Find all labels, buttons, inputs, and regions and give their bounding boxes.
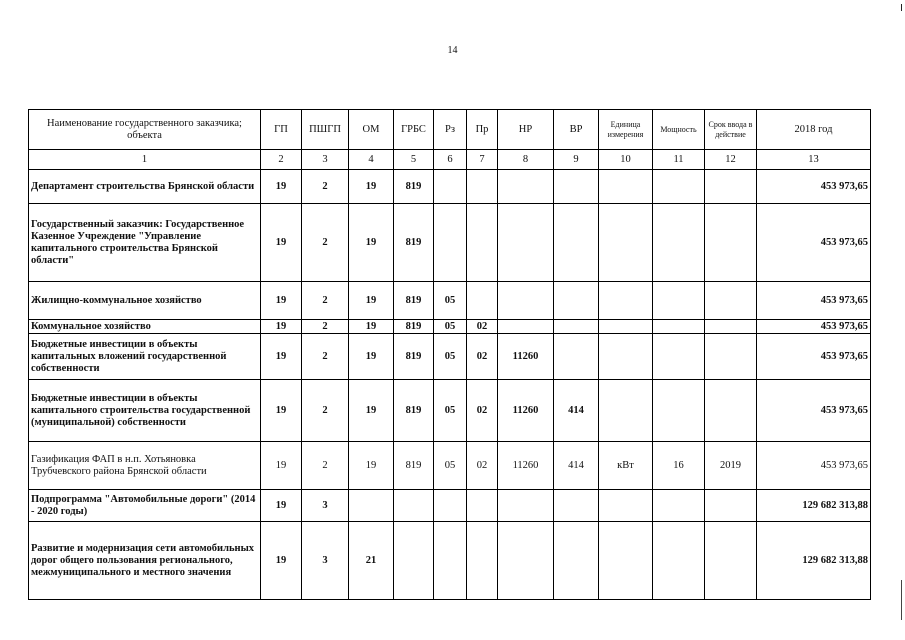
cell-term: 2019 bbox=[705, 442, 757, 490]
cell-amount: 129 682 313,88 bbox=[757, 490, 871, 522]
cell-pr bbox=[467, 204, 498, 282]
table-row bbox=[29, 170, 871, 204]
cell-grbs: 819 bbox=[394, 282, 434, 320]
cell-nr: 11260 bbox=[498, 442, 554, 490]
cell-nr bbox=[498, 204, 554, 282]
row-name: Подпрограмма "Автомобильные дороги" (2014 - 2020 годы) bbox=[29, 490, 261, 522]
cell-pr bbox=[467, 170, 498, 204]
header-om: ОМ bbox=[349, 110, 394, 150]
column-number-row bbox=[29, 150, 871, 170]
cell-rz bbox=[434, 490, 467, 522]
header-row bbox=[29, 110, 871, 150]
cell-pr: 02 bbox=[467, 442, 498, 490]
cell-om: 19 bbox=[349, 380, 394, 442]
cell-power bbox=[653, 320, 705, 334]
cell-term bbox=[705, 170, 757, 204]
cell-power bbox=[653, 522, 705, 600]
cell-om: 21 bbox=[349, 522, 394, 600]
scan-edge-mark bbox=[901, 4, 902, 11]
cell-amount: 453 973,65 bbox=[757, 282, 871, 320]
cell-term bbox=[705, 334, 757, 380]
header-gp: ГП bbox=[261, 110, 302, 150]
header-pshgp: ПШГП bbox=[302, 110, 349, 150]
table-row bbox=[29, 442, 871, 490]
cell-power bbox=[653, 282, 705, 320]
cell-gp: 19 bbox=[261, 334, 302, 380]
cell-pshgp: 3 bbox=[302, 522, 349, 600]
cell-grbs bbox=[394, 522, 434, 600]
cell-gp: 19 bbox=[261, 522, 302, 600]
table-row bbox=[29, 320, 871, 334]
table-row bbox=[29, 334, 871, 380]
header-vr: ВР bbox=[554, 110, 599, 150]
cell-pshgp: 2 bbox=[302, 320, 349, 334]
row-name: Коммунальное хозяйство bbox=[29, 320, 261, 334]
cell-nr bbox=[498, 320, 554, 334]
header-unit: Единица измерения bbox=[599, 110, 653, 150]
cell-grbs: 819 bbox=[394, 170, 434, 204]
cell-pr: 02 bbox=[467, 334, 498, 380]
cell-term bbox=[705, 320, 757, 334]
header-rz: Рз bbox=[434, 110, 467, 150]
cell-vr bbox=[554, 490, 599, 522]
cell-pr bbox=[467, 282, 498, 320]
cell-pshgp: 3 bbox=[302, 490, 349, 522]
column-number: 10 bbox=[599, 150, 653, 170]
cell-rz: 05 bbox=[434, 442, 467, 490]
cell-power bbox=[653, 380, 705, 442]
header-power: Мощность bbox=[653, 110, 705, 150]
cell-om: 19 bbox=[349, 442, 394, 490]
column-number: 6 bbox=[434, 150, 467, 170]
cell-power: 16 bbox=[653, 442, 705, 490]
cell-pr: 02 bbox=[467, 380, 498, 442]
cell-rz: 05 bbox=[434, 334, 467, 380]
cell-rz bbox=[434, 170, 467, 204]
cell-om bbox=[349, 490, 394, 522]
cell-vr bbox=[554, 522, 599, 600]
row-name: Бюджетные инвестиции в объекты капитальных вложений государственной собственности bbox=[29, 334, 261, 380]
cell-nr: 11260 bbox=[498, 334, 554, 380]
cell-term bbox=[705, 204, 757, 282]
cell-unit bbox=[599, 170, 653, 204]
cell-amount: 453 973,65 bbox=[757, 442, 871, 490]
scan-edge-mark-bottom bbox=[901, 580, 902, 620]
cell-vr bbox=[554, 334, 599, 380]
column-number: 7 bbox=[467, 150, 498, 170]
cell-rz bbox=[434, 522, 467, 600]
cell-nr bbox=[498, 522, 554, 600]
cell-grbs: 819 bbox=[394, 334, 434, 380]
cell-amount: 129 682 313,88 bbox=[757, 522, 871, 600]
cell-pr: 02 bbox=[467, 320, 498, 334]
cell-gp: 19 bbox=[261, 282, 302, 320]
cell-om: 19 bbox=[349, 334, 394, 380]
cell-unit: кВт bbox=[599, 442, 653, 490]
row-name: Жилищно-коммунальное хозяйство bbox=[29, 282, 261, 320]
cell-term bbox=[705, 282, 757, 320]
cell-grbs: 819 bbox=[394, 320, 434, 334]
header-year: 2018 год bbox=[757, 110, 871, 150]
table-row bbox=[29, 282, 871, 320]
cell-term bbox=[705, 522, 757, 600]
cell-term bbox=[705, 380, 757, 442]
row-name: Государственный заказчик: Государственное Казенное Учреждение "Управление капитального строительства Брянской области" bbox=[29, 204, 261, 282]
header-name: Наименование государственного заказчика; объекта bbox=[29, 110, 261, 150]
cell-vr bbox=[554, 282, 599, 320]
cell-unit bbox=[599, 282, 653, 320]
cell-power bbox=[653, 334, 705, 380]
cell-om: 19 bbox=[349, 170, 394, 204]
cell-nr: 11260 bbox=[498, 380, 554, 442]
cell-vr bbox=[554, 320, 599, 334]
cell-amount: 453 973,65 bbox=[757, 380, 871, 442]
column-number: 4 bbox=[349, 150, 394, 170]
cell-amount: 453 973,65 bbox=[757, 170, 871, 204]
table-row bbox=[29, 522, 871, 600]
cell-pshgp: 2 bbox=[302, 282, 349, 320]
header-term: Срок ввода в действие bbox=[705, 110, 757, 150]
cell-pshgp: 2 bbox=[302, 334, 349, 380]
cell-vr: 414 bbox=[554, 442, 599, 490]
column-number: 11 bbox=[653, 150, 705, 170]
cell-vr bbox=[554, 170, 599, 204]
row-name: Газификация ФАП в н.п. Хотьяновка Трубчевского района Брянской области bbox=[29, 442, 261, 490]
cell-grbs bbox=[394, 490, 434, 522]
row-name: Департамент строительства Брянской области bbox=[29, 170, 261, 204]
header-pr: Пр bbox=[467, 110, 498, 150]
header-grbs: ГРБС bbox=[394, 110, 434, 150]
cell-pr bbox=[467, 522, 498, 600]
cell-rz: 05 bbox=[434, 282, 467, 320]
cell-pr bbox=[467, 490, 498, 522]
table-row bbox=[29, 490, 871, 522]
cell-gp: 19 bbox=[261, 170, 302, 204]
column-number: 5 bbox=[394, 150, 434, 170]
cell-power bbox=[653, 490, 705, 522]
cell-gp: 19 bbox=[261, 490, 302, 522]
cell-power bbox=[653, 204, 705, 282]
header-nr: НР bbox=[498, 110, 554, 150]
cell-amount: 453 973,65 bbox=[757, 334, 871, 380]
cell-om: 19 bbox=[349, 282, 394, 320]
column-number: 9 bbox=[554, 150, 599, 170]
cell-om: 19 bbox=[349, 204, 394, 282]
cell-rz bbox=[434, 204, 467, 282]
cell-term bbox=[705, 490, 757, 522]
cell-grbs: 819 bbox=[394, 442, 434, 490]
cell-nr bbox=[498, 170, 554, 204]
cell-unit bbox=[599, 204, 653, 282]
cell-nr bbox=[498, 282, 554, 320]
cell-grbs: 819 bbox=[394, 204, 434, 282]
column-number: 2 bbox=[261, 150, 302, 170]
cell-unit bbox=[599, 334, 653, 380]
cell-rz: 05 bbox=[434, 320, 467, 334]
table-row bbox=[29, 204, 871, 282]
column-number: 1 bbox=[29, 150, 261, 170]
row-name: Развитие и модернизация сети автомобильных дорог общего пользования регионального, межмуниципального и местного значения bbox=[29, 522, 261, 600]
column-number: 13 bbox=[757, 150, 871, 170]
cell-vr: 414 bbox=[554, 380, 599, 442]
cell-vr bbox=[554, 204, 599, 282]
column-number: 12 bbox=[705, 150, 757, 170]
column-number: 3 bbox=[302, 150, 349, 170]
cell-amount: 453 973,65 bbox=[757, 320, 871, 334]
cell-power bbox=[653, 170, 705, 204]
table-row bbox=[29, 380, 871, 442]
cell-unit bbox=[599, 380, 653, 442]
cell-unit bbox=[599, 490, 653, 522]
cell-pshgp: 2 bbox=[302, 442, 349, 490]
cell-unit bbox=[599, 320, 653, 334]
cell-pshgp: 2 bbox=[302, 170, 349, 204]
cell-pshgp: 2 bbox=[302, 380, 349, 442]
budget-table bbox=[28, 109, 871, 600]
page-number: 14 bbox=[447, 45, 458, 56]
cell-amount: 453 973,65 bbox=[757, 204, 871, 282]
row-name: Бюджетные инвестиции в объекты капитального строительства государственной (муниципальной) собственности bbox=[29, 380, 261, 442]
cell-gp: 19 bbox=[261, 320, 302, 334]
cell-gp: 19 bbox=[261, 442, 302, 490]
cell-gp: 19 bbox=[261, 380, 302, 442]
cell-unit bbox=[599, 522, 653, 600]
cell-nr bbox=[498, 490, 554, 522]
cell-om: 19 bbox=[349, 320, 394, 334]
cell-gp: 19 bbox=[261, 204, 302, 282]
cell-grbs: 819 bbox=[394, 380, 434, 442]
cell-rz: 05 bbox=[434, 380, 467, 442]
cell-pshgp: 2 bbox=[302, 204, 349, 282]
column-number: 8 bbox=[498, 150, 554, 170]
